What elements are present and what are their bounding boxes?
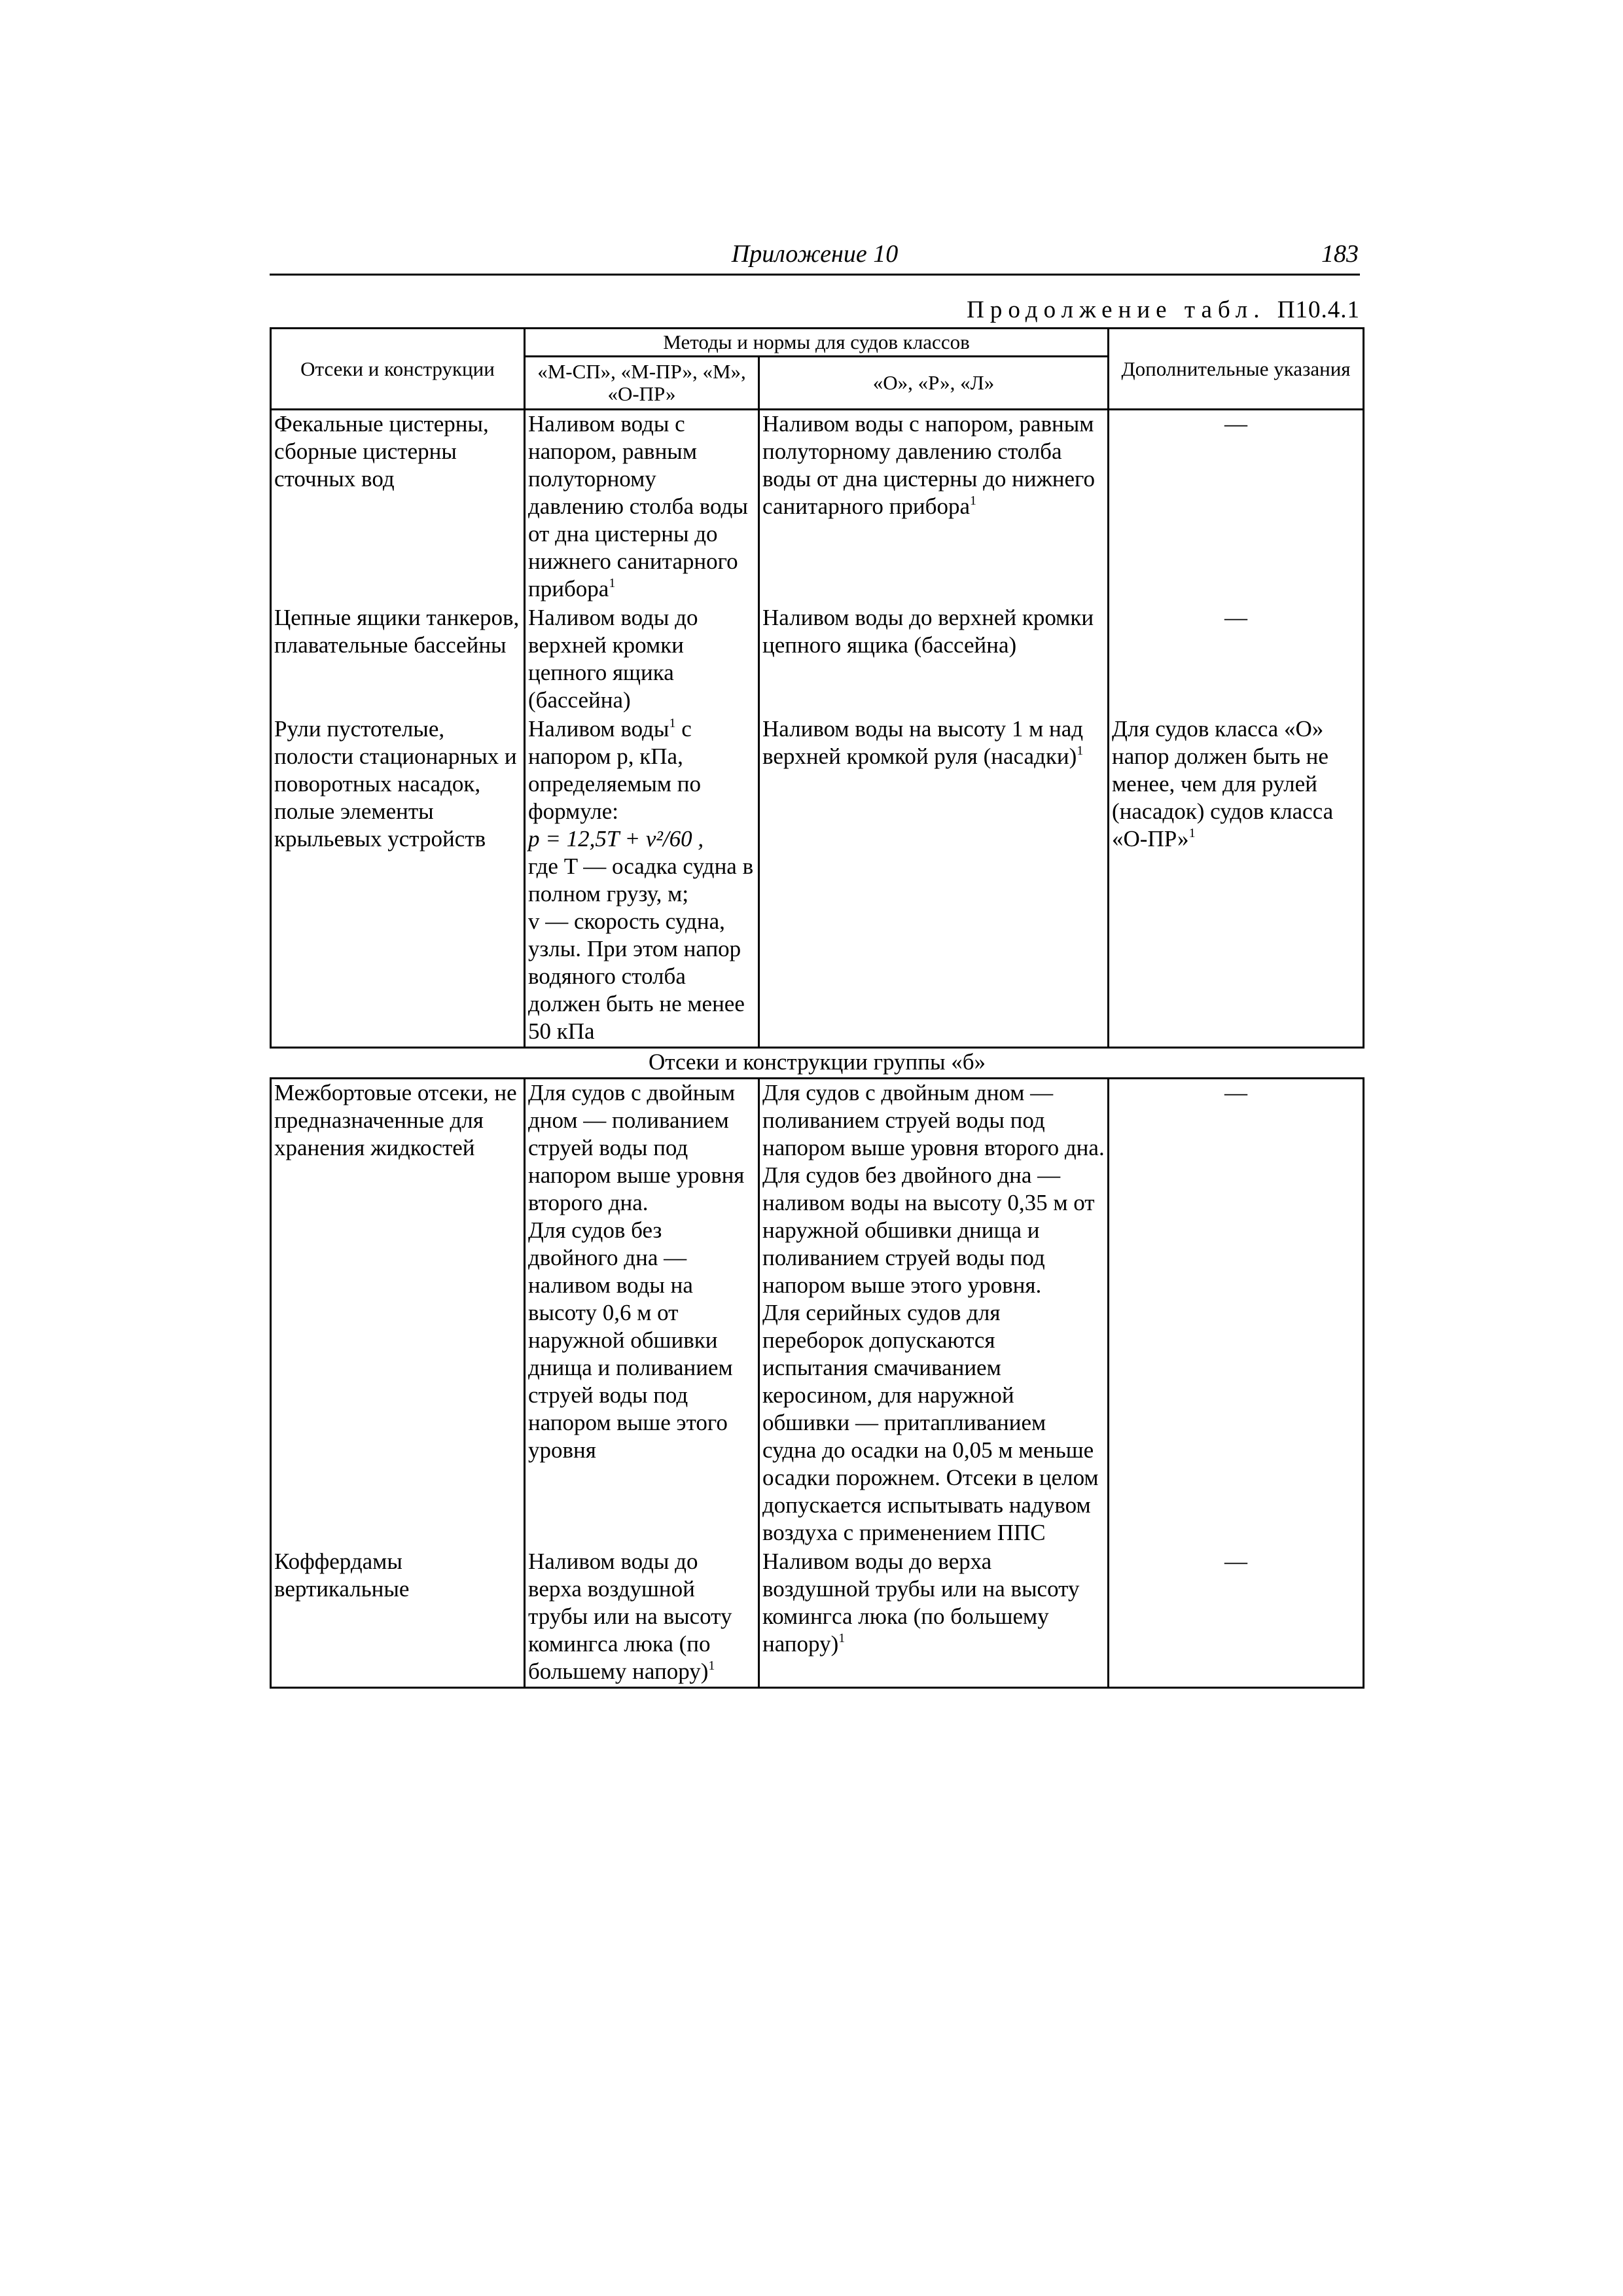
class-b-cell	[759, 715, 1109, 1048]
class-b-text: Для серийных судов для переборок допускаются испытания смачиванием керосином, для наружной обшивки — притапливанием судна до осадки на 0,05 м меньше осадки порожнем. Отсеки в целом допускается испытывать надувом воздуха с применением ППС	[762, 1300, 1099, 1545]
extra-text: —	[1224, 1080, 1248, 1105]
column-header-extra: Дополнительные указания	[1109, 329, 1364, 410]
class-a-text: Наливом воды до верхней кромки цепного ящика (бассейна)	[528, 605, 698, 713]
class-b-text: Наливом воды с напором, равным полуторному давлению столба воды от дна цистерны до нижнего санитарного прибора	[762, 411, 1096, 519]
table-row	[271, 1079, 1364, 1549]
row-name-cell	[271, 604, 525, 715]
class-a-cell	[525, 410, 759, 605]
row-name-cell	[271, 715, 525, 1048]
class-a-cell	[525, 715, 759, 1048]
row-name: Фекальные цистерны, сборные цистерны сточных вод	[274, 411, 489, 492]
extra-text: —	[1224, 605, 1248, 630]
column-header-compartments: Отсеки и конструкции	[271, 329, 525, 410]
extra-cell	[1109, 604, 1364, 715]
row-name: Межбортовые отсеки, не предназначенные для хранения жидкостей	[274, 1080, 517, 1160]
row-name-cell	[271, 410, 525, 605]
class-b-text: Для судов с двойным дном — поливанием струей воды под напором выше уровня второго дна.	[762, 1080, 1105, 1160]
row-name-cell	[271, 1079, 525, 1549]
table-row	[271, 715, 1364, 1048]
extra-text: —	[1224, 411, 1248, 437]
column-header-methods-group: Методы и нормы для судов классов	[525, 329, 1109, 357]
table-header-row	[271, 329, 1364, 357]
extra-cell	[1109, 1548, 1364, 1688]
class-a-text: Для судов с двойным дном — поливанием струей воды под напором выше уровня второго дна.	[528, 1080, 745, 1215]
running-header-title: Приложение 10	[731, 240, 899, 268]
table-row	[271, 1548, 1364, 1688]
class-a-text: Наливом воды	[528, 716, 669, 742]
group-title-cell	[271, 1048, 1364, 1079]
class-b-cell	[759, 604, 1109, 715]
class-a-text: Наливом воды с напором, равным полуторному давлению столба воды от дна цистерны до нижнего санитарного прибора	[528, 411, 748, 601]
test-methods-table	[270, 327, 1364, 1689]
pressure-formula: p = 12,5T + v²/60 ,	[528, 826, 704, 852]
extra-text: —	[1224, 1549, 1248, 1574]
footnote-mark: 1	[1188, 826, 1196, 840]
class-b-cell	[759, 1548, 1109, 1688]
page-number: 183	[1321, 240, 1359, 268]
class-a-text: Для судов без двойного дна — наливом воды на высоту 0,6 м от наружной обшивки днища и поливанием струей воды под напором выше этого уровня	[528, 1217, 733, 1463]
footnote-mark: 1	[609, 576, 616, 590]
class-b-text: Наливом воды до верха воздушной трубы или на высоту комингса люка (по большему напору)	[762, 1549, 1080, 1657]
class-b-text: Для судов без двойного дна — наливом воды на высоту 0,35 м от наружной обшивки днища и поливанием струей воды под напором выше этого уровня.	[762, 1162, 1095, 1298]
class-a-cell	[525, 1548, 759, 1688]
continuation-text: Продолжение табл.	[967, 296, 1266, 323]
class-b-cell	[759, 1079, 1109, 1549]
row-name: Цепные ящики танкеров, плавательные бассейны	[274, 605, 520, 658]
class-b-text: Наливом воды до верхней кромки цепного ящика (бассейна)	[762, 605, 1094, 658]
formula-where-t: где T — осадка судна в полном грузу, м;	[528, 853, 754, 906]
footnote-mark: 1	[669, 716, 676, 730]
class-a-text: Наливом воды до верха воздушной трубы или на высоту комингса люка (по большему напору)	[528, 1549, 732, 1684]
row-name: Рули пустотелые, полости стационарных и поворотных насадок, полые элементы крыльевых устройств	[274, 716, 517, 852]
row-name-cell	[271, 1548, 525, 1688]
footnote-mark: 1	[708, 1659, 715, 1673]
table-continuation-label	[967, 296, 1360, 324]
extra-cell	[1109, 410, 1364, 605]
formula-where-v: v — скорость судна, узлы. При этом напор водяного столба должен быть не менее 50 кПа	[528, 908, 745, 1044]
class-a-text-rest: с напором p, кПа, определяемым по формуле:	[528, 716, 702, 824]
column-header-classes-b: «О», «Р», «Л»	[759, 357, 1109, 410]
group-title: Отсеки и конструкции группы «б»	[648, 1049, 986, 1075]
table-row	[271, 604, 1364, 715]
extra-text: Для судов класса «О» напор должен быть не менее, чем для рулей (насадок) судов класса «О-ПР»	[1112, 716, 1334, 852]
class-a-cell	[525, 1079, 759, 1549]
extra-cell	[1109, 715, 1364, 1048]
footnote-mark: 1	[969, 493, 976, 508]
table-row	[271, 410, 1364, 605]
class-a-cell	[525, 604, 759, 715]
running-header	[270, 237, 1360, 276]
footnote-mark: 1	[1077, 744, 1084, 758]
class-b-text: Наливом воды на высоту 1 м над верхней кромкой руля (насадки)	[762, 716, 1084, 769]
group-title-row	[271, 1048, 1364, 1079]
extra-cell	[1109, 1079, 1364, 1549]
footnote-mark: 1	[838, 1631, 846, 1645]
column-header-classes-a: «М-СП», «М-ПР», «М», «О-ПР»	[525, 357, 759, 410]
table-reference: П10.4.1	[1277, 296, 1360, 323]
row-name: Коффердамы вертикальные	[274, 1549, 410, 1602]
class-b-cell	[759, 410, 1109, 605]
